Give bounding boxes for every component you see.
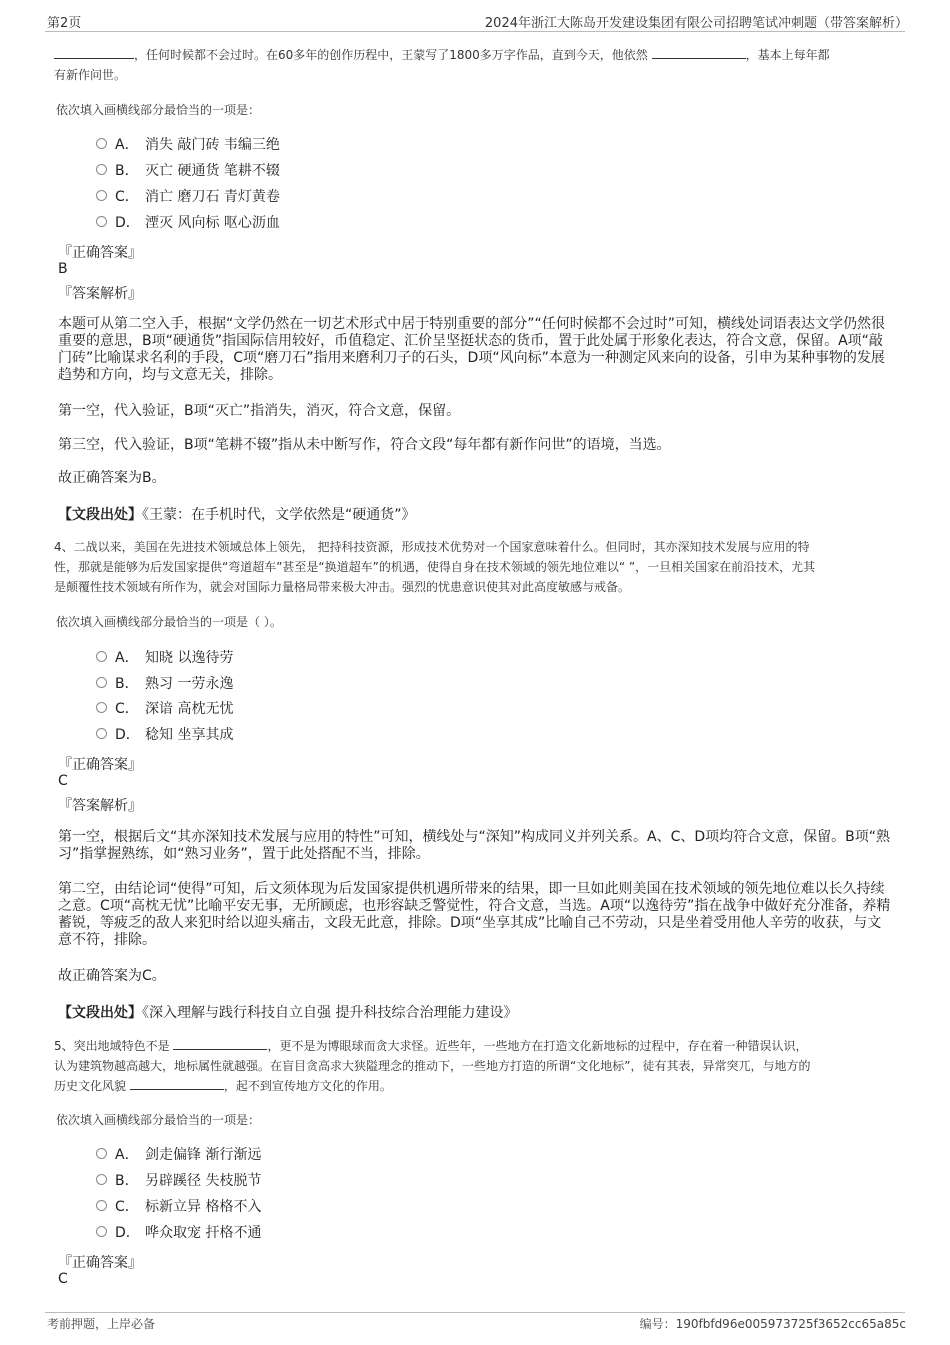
q3-stem-part-b: ，基本上每年都 (745, 48, 830, 62)
radio-icon[interactable] (96, 1200, 107, 1211)
q3-analysis-3: 第三空，代入验证，B项“笔耕不辍”指从未中断写作，符合文段“每年都有新作问世”的语境，当选。 (58, 437, 671, 453)
q3-option-c[interactable]: C． 消亡 磨刀石 青灯黄卷 (96, 188, 280, 208)
q3-option-b[interactable]: B． 灭亡 硬通货 笔耕不辍 (96, 162, 280, 182)
radio-icon[interactable] (96, 1148, 107, 1159)
q3-analysis-4: 故正确答案为B。 (58, 470, 166, 486)
header-divider (45, 31, 905, 32)
q4-answer: C (58, 773, 68, 789)
q4-answer-label: 『正确答案』 (58, 757, 142, 773)
radio-icon[interactable] (96, 190, 107, 201)
document-id: 编号：190fbfd96e005973725f3652cc65a85c (639, 1317, 906, 1331)
blank-1 (173, 1037, 267, 1050)
q5-option-a[interactable]: A． 剑走偏锋 渐行渐远 (96, 1146, 261, 1166)
q3-stem-part-a: ，任何时候都不会过时。在60多年的创作历程中，王蒙写了1800多万字作品，直到今天，他依然 (134, 48, 648, 62)
blank-2 (130, 1077, 224, 1090)
q5-answer: C (58, 1271, 68, 1287)
q4-option-d[interactable]: D． 稔知 坐享其成 (96, 726, 233, 746)
page-footer (0, 1305, 950, 1345)
q5-prompt: 依次填入画横线部分最恰当的一项是： (56, 1113, 261, 1127)
footer-slogan: 考前押题，上岸必备 (47, 1317, 156, 1331)
radio-icon[interactable] (96, 728, 107, 739)
blank-1 (54, 46, 134, 59)
q4-stem: 4、二战以来，美国在先进技术领域总体上领先， 把持科技资源，形成技术优势对一个国家意味着什么。但同时，其亦深知技术发展与应用的特 性，那就是能够为后发国家提供“弯道超车”甚至是“换道超车”的机遇，使得自身在技术领域的领先地位难以“ ”，一旦相关国家在前沿技术，尤其 是颠覆性技术领域有所作为，就会对国际力量格局带来极大冲击。强烈的忧患意识使其对此高度敏感与戒备。 (54, 540, 816, 594)
q4-analysis-1: 第一空，根据后文“其亦深知技术发展与应用的特性”可知，横线处与“深知”构成同义并列关系。A、C、D项均符合文意，保留。B项“熟习”指掌握熟练，如“熟习业务”，置于此处搭配不当，排除。 (58, 829, 890, 862)
q5-answer-label: 『正确答案』 (58, 1255, 142, 1271)
q4-option-c[interactable]: C． 深谙 高枕无忧 (96, 700, 233, 720)
q4-option-b[interactable]: B． 熟习 一劳永逸 (96, 675, 233, 695)
q3-option-a[interactable]: A． 消失 敲门砖 韦编三绝 (96, 136, 280, 156)
q4-source: 【文段出处】《深入理解与践行科技自立自强 提升科技综合治理能力建设》 (58, 1005, 518, 1021)
q3-stem (54, 45, 904, 85)
q3-stem-part-c: 有新作问世。 (54, 68, 127, 82)
q4-analysis-3: 故正确答案为C。 (58, 968, 166, 984)
q4-analysis-2: 第二空，由结论词“使得”可知，后文须体现为后发国家提供机遇所带来的结果，即一旦如此则美国在技术领域的领先地位难以长久持续之意。C项“高枕无忧”比喻平安无事，无所顾虑，也形容缺乏警觉性，符合文意，当选。A项“以逸待劳”指在战争中做好充分准备，养精蓄锐，等疲乏的敌人来犯时给以迎头痛击，文段无此意，排除。D项“坐享其成”比喻自己不劳动，只是坐着受用他人辛劳的收获，与文意不符，排除。 (58, 881, 891, 948)
radio-icon[interactable] (96, 677, 107, 688)
radio-icon[interactable] (96, 651, 107, 662)
q3-analysis-label: 『答案解析』 (58, 286, 142, 302)
document-title: 2024年浙江大陈岛开发建设集团有限公司招聘笔试冲刺题（带答案解析） (484, 16, 908, 31)
radio-icon[interactable] (96, 1174, 107, 1185)
radio-icon[interactable] (96, 702, 107, 713)
q3-analysis-1: 本题可从第二空入手，根据“文学仍然在一切艺术形式中居于特别重要的部分”“任何时候都不会过时”可知，横线处词语表达文学仍然很重要的意思，B项“硬通货”指国际信用较好，币值稳定、汇价呈坚挺状态的货币，置于此处属于形象化表达，符合文意，保留。A项“敲门砖”比喻谋求名利的手段，C项“磨刀石”指用来磨利刀子的石头，D项“风向标”本意为一种测定风来向的设备，引申为某种事物的发展趋势和方向，均与文意无关，排除。 (58, 316, 886, 383)
q4-prompt: 依次填入画横线部分最恰当的一项是（ ）。 (56, 615, 282, 629)
page-header (0, 0, 950, 33)
footer-divider (45, 1312, 905, 1313)
q3-option-d[interactable]: D． 湮灭 风向标 呕心沥血 (96, 214, 280, 234)
q3-answer-label: 『正确答案』 (58, 245, 142, 261)
q5-option-d[interactable]: D． 哗众取宠 扞格不通 (96, 1224, 261, 1244)
q3-source: 【文段出处】《王蒙：在手机时代，文学依然是“硬通货”》 (58, 507, 416, 523)
radio-icon[interactable] (96, 164, 107, 175)
radio-icon[interactable] (96, 1226, 107, 1237)
q5-stem: 5、突出地域特色不是 ，更不是为博眼球而贪大求怪。近些年，一些地方在打造文化新地标的过程中，存在着一种错误认识， 认为建筑物越高越大，地标属性就越强。在盲目贪高求大狭隘理念的推动下，一些地方打造的所谓“文化地标”，徒有其表，异常突兀，与地方的 历史文化风貌 ，起不到宣传地方文化的作用。 (54, 1039, 811, 1093)
q4-analysis-label: 『答案解析』 (58, 798, 142, 814)
q4-option-a[interactable]: A． 知晓 以逸待劳 (96, 649, 233, 669)
radio-icon[interactable] (96, 138, 107, 149)
q3-analysis-2: 第一空，代入验证，B项“灭亡”指消失，消灭，符合文意，保留。 (58, 403, 461, 419)
blank-3 (652, 46, 746, 59)
page-number: 第2页 (47, 16, 82, 31)
radio-icon[interactable] (96, 216, 107, 227)
q3-answer: B (58, 261, 68, 277)
q5-option-b[interactable]: B． 另辟蹊径 失枝脱节 (96, 1172, 261, 1192)
q5-option-c[interactable]: C． 标新立异 格格不入 (96, 1198, 261, 1218)
q3-prompt: 依次填入画横线部分最恰当的一项是： (56, 103, 261, 117)
